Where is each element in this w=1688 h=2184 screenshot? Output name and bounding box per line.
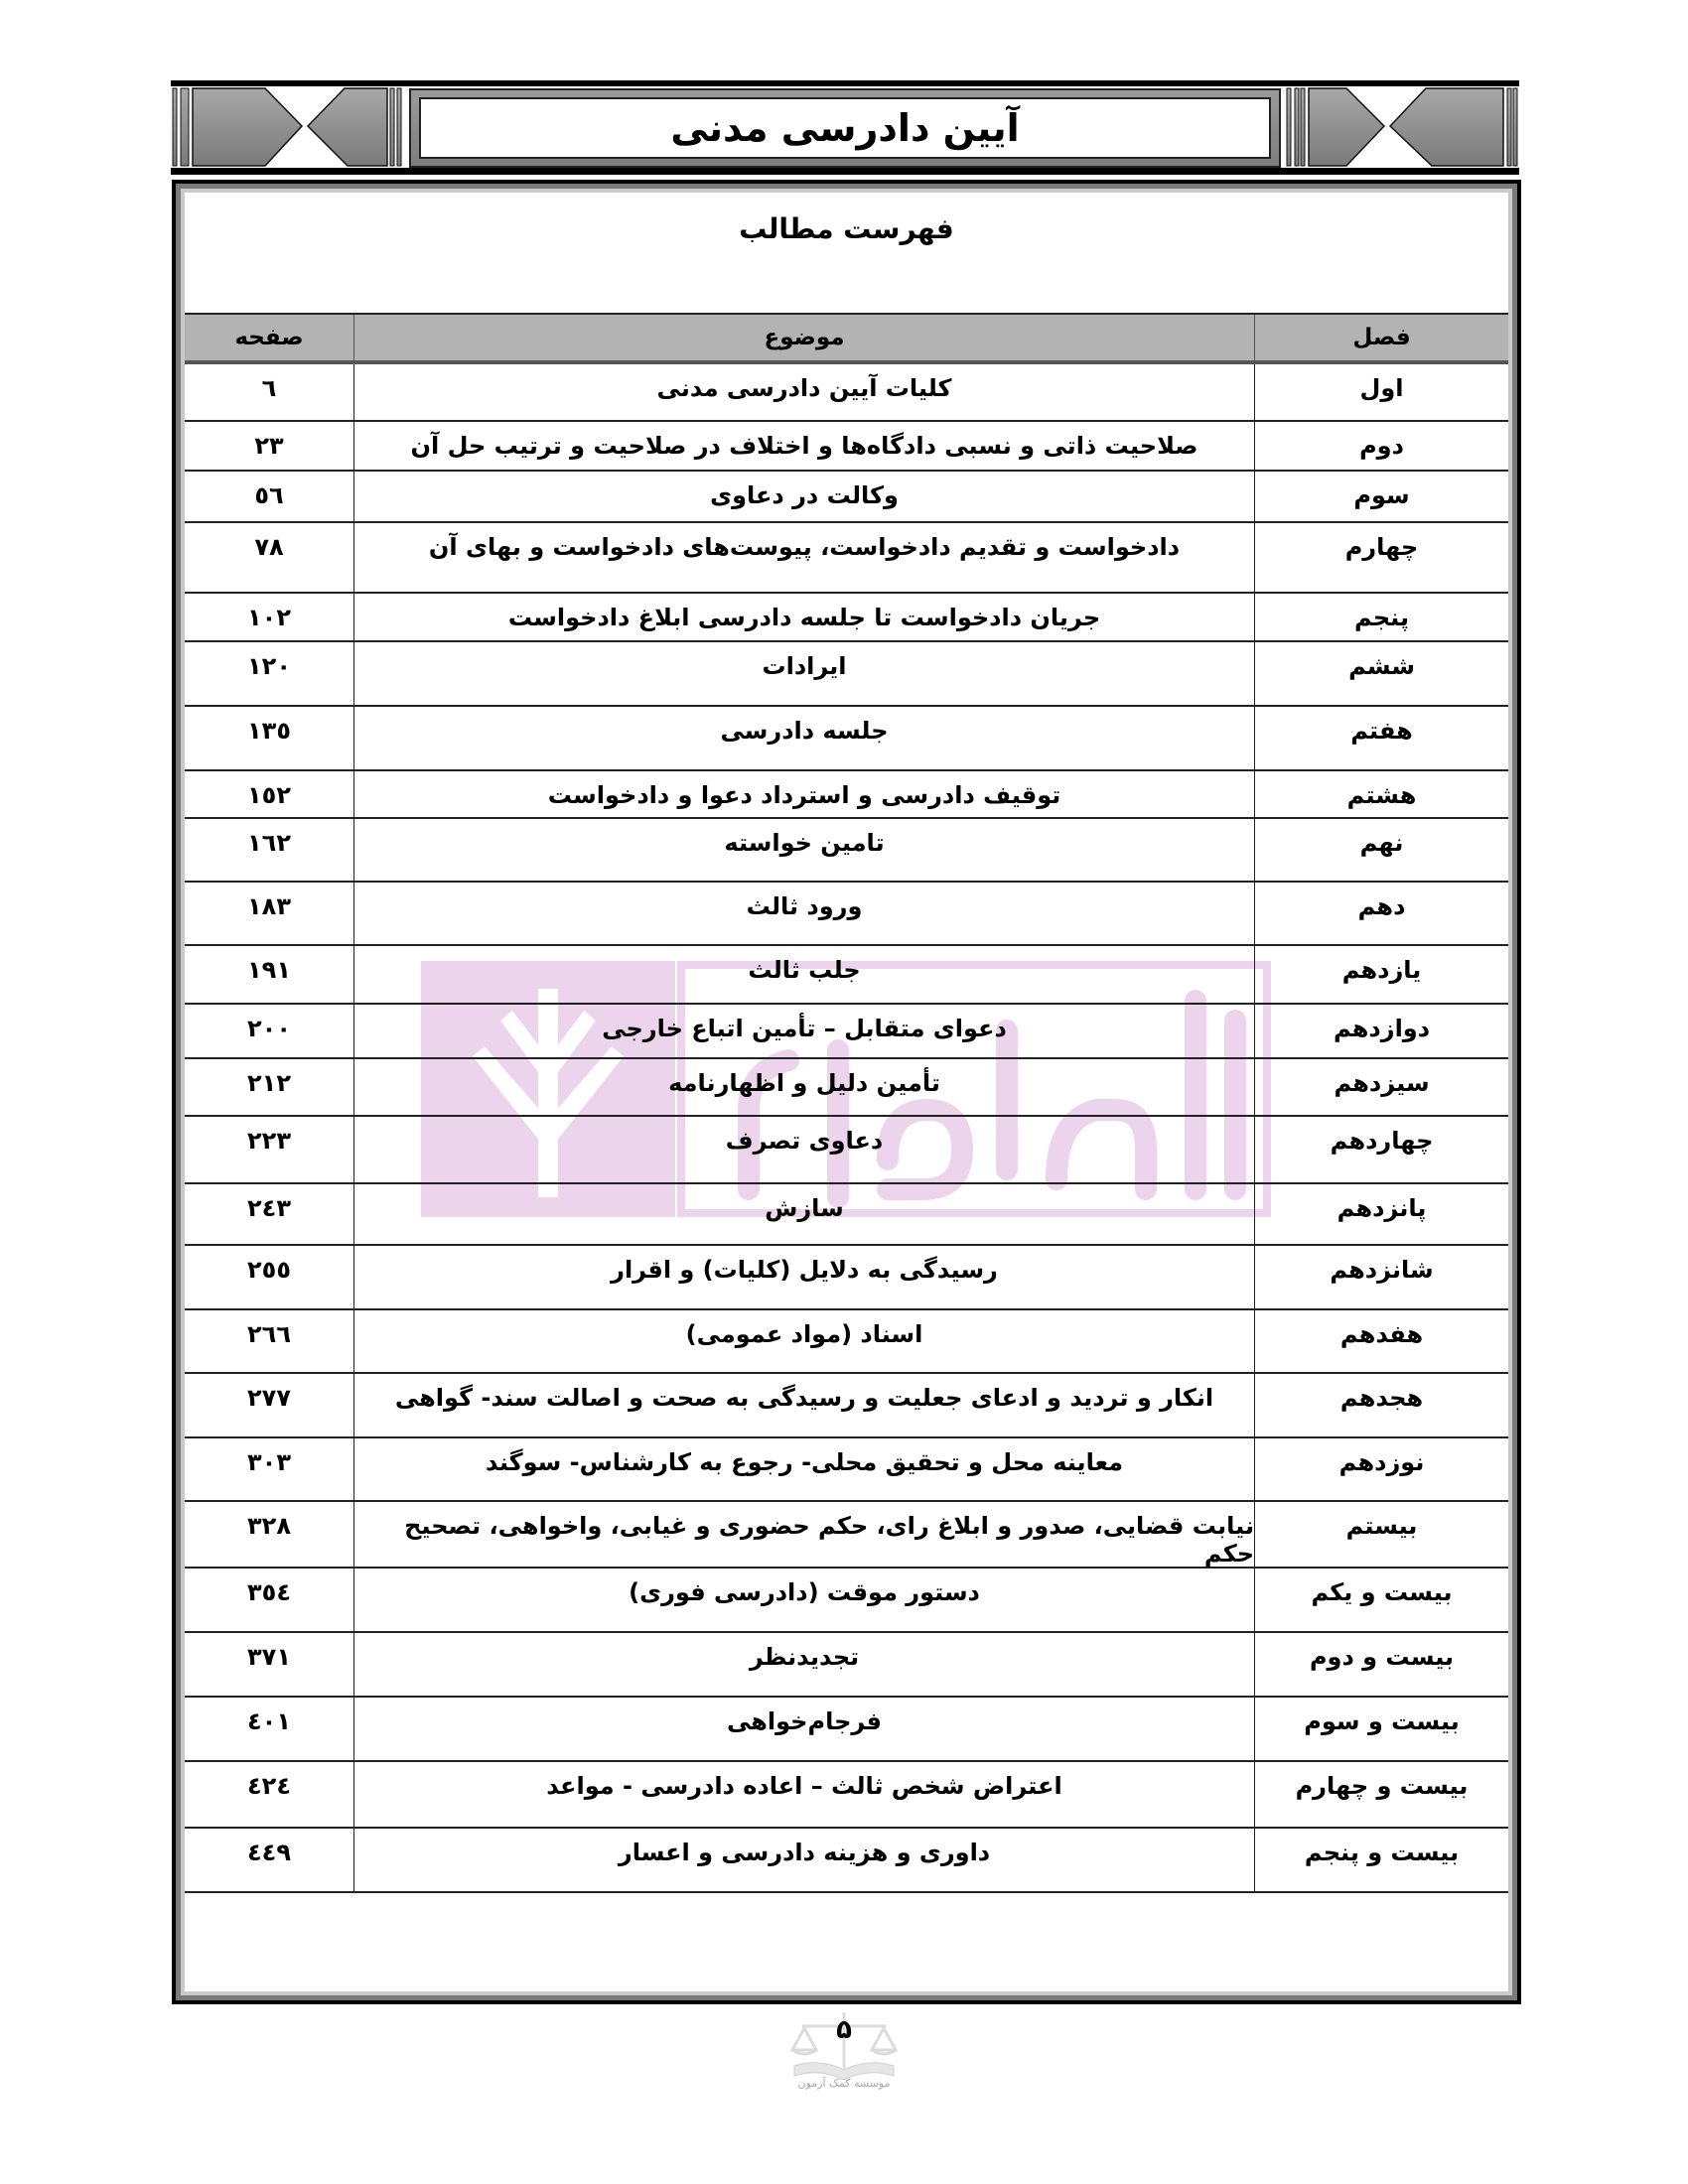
topic-cell: وکالت در دعاوی (353, 472, 1254, 521)
page-cell: ٤٠١ (247, 1707, 291, 1735)
column-header-topic: موضوع (353, 315, 1254, 360)
page-cell: ٦ (261, 374, 277, 402)
chapter-cell: چهارم (1254, 523, 1508, 592)
page-cell: ٢٣ (254, 432, 284, 460)
chapter-cell: پانزدهم (1254, 1184, 1508, 1244)
table-row (185, 1438, 1508, 1502)
table-row (185, 1374, 1508, 1438)
topic-cell: رسیدگی به دلایل (کلیات) و اقرار (353, 1246, 1254, 1308)
table-row (185, 771, 1508, 819)
page-cell: ٤٤٩ (247, 1839, 291, 1866)
chapter-cell: سیزدهم (1254, 1059, 1508, 1115)
topic-cell: داوری و هزینه دادرسی و اعسار (353, 1829, 1254, 1891)
chapter-cell: هفدهم (1254, 1310, 1508, 1372)
page-cell: ٣٢٨ (247, 1512, 291, 1540)
table-row (185, 472, 1508, 523)
table-row (185, 422, 1508, 472)
page-cell: ١٦٢ (247, 829, 291, 857)
chapter-cell: ششم (1254, 642, 1508, 705)
chapter-cell: چهاردهم (1254, 1117, 1508, 1182)
table-row (185, 1246, 1508, 1310)
table-row (185, 594, 1508, 642)
chapter-cell: نوزدهم (1254, 1438, 1508, 1500)
page-cell: ٤٢٤ (247, 1772, 291, 1800)
topic-cell: تأمین دلیل و اظهارنامه (353, 1059, 1254, 1115)
table-header-row (185, 313, 1508, 364)
topic-cell: اعتراض شخص ثالث – اعاده دادرسی - مواعد (353, 1762, 1254, 1827)
page-cell: ٢٤٣ (247, 1194, 291, 1222)
table-row (185, 819, 1508, 883)
table-row (185, 642, 1508, 707)
chapter-cell: دهم (1254, 883, 1508, 944)
chapter-cell: پنجم (1254, 594, 1508, 640)
table-row (185, 1310, 1508, 1374)
page-cell: ٢٦٦ (247, 1320, 291, 1348)
toc-panel (185, 193, 1508, 1991)
table-row (185, 1117, 1508, 1184)
page-cell: ٢٧٧ (247, 1384, 291, 1412)
topic-cell: معاینه محل و تحقیق محلی- رجوع به کارشناس- سوگند (353, 1438, 1254, 1500)
chapter-cell: شانزدهم (1254, 1246, 1508, 1308)
table-body (185, 364, 1508, 1893)
chapter-cell: بیست و سوم (1254, 1698, 1508, 1760)
title-box (419, 97, 1271, 159)
bowtie-ornament-right-icon (1285, 86, 1519, 168)
topic-cell: ورود ثالث (353, 883, 1254, 944)
page-cell: ٥٦ (254, 481, 284, 509)
topic-cell: تامین خواسته (353, 819, 1254, 881)
topic-cell: صلاحیت ذاتی و نسبی دادگاه‌ها و اختلاف در صلاحیت و ترتیب حل آن (353, 422, 1254, 470)
chapter-cell: بیست و چهارم (1254, 1762, 1508, 1827)
topic-cell: جلسه دادرسی (353, 707, 1254, 769)
table-row (185, 1005, 1508, 1059)
header-banner (171, 80, 1519, 175)
book-title: آیین دادرسی مدنی (670, 106, 1020, 150)
table-row (185, 1502, 1508, 1569)
page-cell: ٣٥٤ (247, 1578, 291, 1606)
table-row (185, 1762, 1508, 1829)
table-row (185, 1829, 1508, 1893)
topic-cell: توقیف دادرسی و استرداد دعوا و دادخواست (353, 771, 1254, 817)
table-row (185, 1059, 1508, 1117)
column-header-page: صفحه (234, 325, 304, 350)
chapter-cell: بیست و پنجم (1254, 1829, 1508, 1891)
page-number: ۵ (836, 2015, 852, 2045)
table-row (185, 1569, 1508, 1633)
page-cell: ٣٧١ (247, 1643, 291, 1671)
chapter-cell: هشتم (1254, 771, 1508, 817)
topic-cell: ایرادات (353, 642, 1254, 705)
chapter-cell: بیست و یکم (1254, 1569, 1508, 1631)
chapter-cell: اول (1254, 364, 1508, 420)
table-row (185, 946, 1508, 1005)
page-cell: ١٥٢ (247, 781, 291, 809)
table-row (185, 707, 1508, 771)
chapter-cell: هفتم (1254, 707, 1508, 769)
table-row (185, 364, 1508, 422)
chapter-cell: دوم (1254, 422, 1508, 470)
title-frame (409, 88, 1281, 168)
chapter-cell: نهم (1254, 819, 1508, 881)
column-header-chapter: فصل (1254, 315, 1508, 360)
topic-cell: دعوای متقابل – تأمین اتباع خارجی (353, 1005, 1254, 1057)
page-cell: ١٩١ (247, 956, 291, 984)
chapter-cell: دوازدهم (1254, 1005, 1508, 1057)
topic-cell: جریان دادخواست تا جلسه دادرسی ابلاغ دادخواست (353, 594, 1254, 640)
toc-table (185, 313, 1508, 1893)
page-cell: ٣٠٣ (247, 1448, 291, 1476)
topic-cell: دادخواست و تقدیم دادخواست، پیوست‌های دادخواست و بهای آن (353, 523, 1254, 592)
banner-bottom-rule (171, 168, 1519, 175)
table-row (185, 1184, 1508, 1246)
chapter-cell: هجدهم (1254, 1374, 1508, 1436)
toc-frame (172, 180, 1521, 2004)
page-cell: ٢١٢ (247, 1069, 291, 1097)
page-cell: ٧٨ (254, 533, 284, 561)
topic-cell: تجدیدنظر (353, 1633, 1254, 1696)
page-cell: ١٨٣ (247, 892, 291, 920)
chapter-cell: بیستم (1254, 1502, 1508, 1567)
topic-cell: نیابت قضایی، صدور و ابلاغ رای، حکم حضوری و غیابی، واخواهی، تصحیح حکم (353, 1502, 1254, 1567)
table-row (185, 1698, 1508, 1762)
topic-cell: انکار و تردید و ادعای جعلیت و رسیدگی به صحت و اصالت سند- گواهی (353, 1374, 1254, 1436)
chapter-cell: سوم (1254, 472, 1508, 521)
chapter-cell: بیست و دوم (1254, 1633, 1508, 1696)
publisher-caption: موسسه کمک آزمون (797, 2077, 891, 2090)
topic-cell: دستور موقت (دادرسی فوری) (353, 1569, 1254, 1631)
toc-title: فهرست مطالب (739, 212, 954, 245)
page-cell: ١٠٢ (247, 604, 291, 631)
table-row (185, 523, 1508, 594)
page-cell: ٢٥٥ (247, 1256, 291, 1284)
table-row (185, 1633, 1508, 1698)
page-cell: ١٢٠ (247, 652, 291, 680)
bowtie-ornament-left-icon (171, 86, 405, 168)
table-row (185, 883, 1508, 946)
chapter-cell: یازدهم (1254, 946, 1508, 1003)
topic-cell: کلیات آیین دادرسی مدنی (353, 364, 1254, 420)
topic-cell: جلب ثالث (353, 946, 1254, 1003)
page-cell: ٢٠٠ (247, 1015, 291, 1042)
topic-cell: دعاوی تصرف (353, 1117, 1254, 1182)
topic-cell: فرجام‌خواهی (353, 1698, 1254, 1760)
page-cell: ١٣٥ (247, 717, 291, 745)
topic-cell: اسناد (مواد عمومی) (353, 1310, 1254, 1372)
page-cell: ٢٢٣ (247, 1127, 291, 1155)
topic-cell: سازش (353, 1184, 1254, 1244)
